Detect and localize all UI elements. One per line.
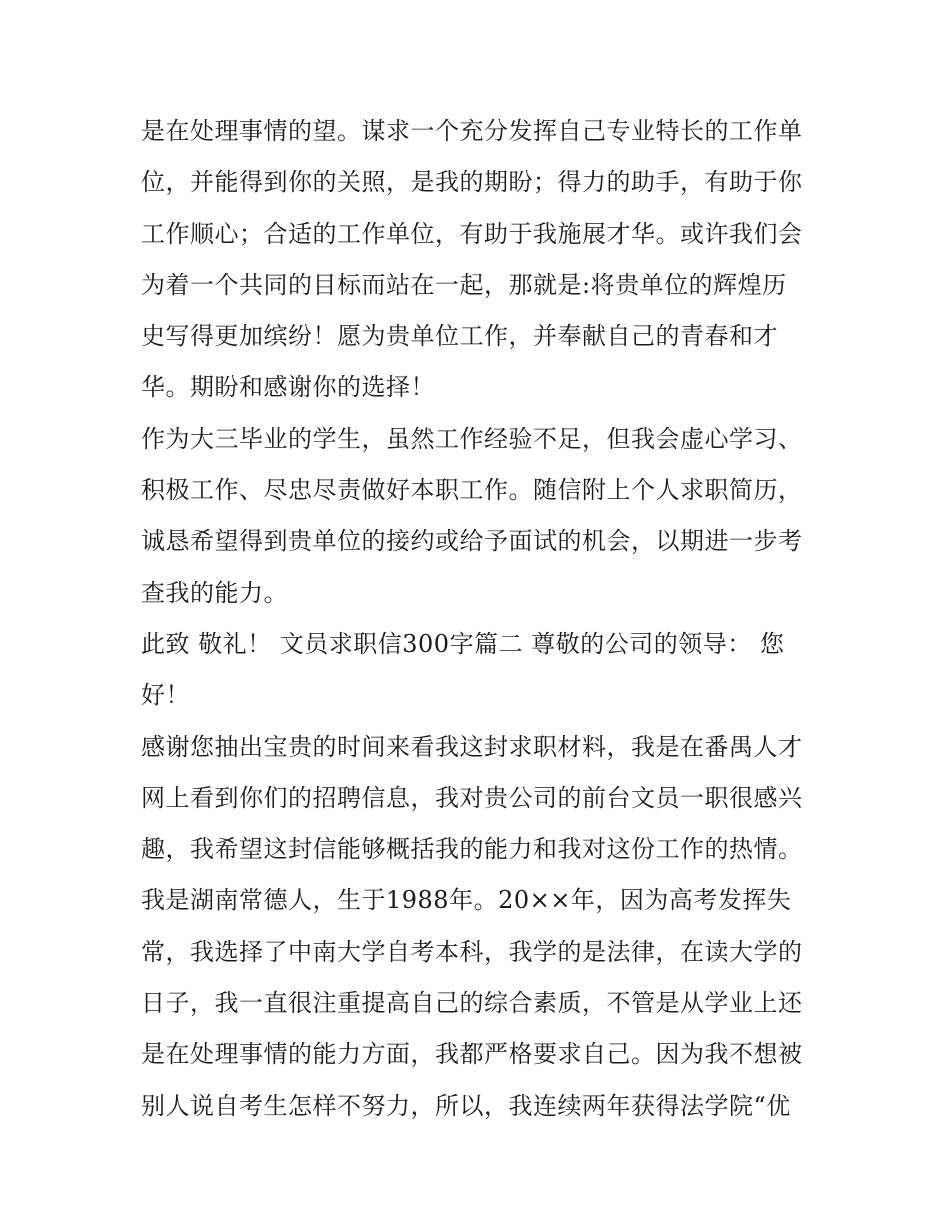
document-body [141,106,821,1132]
text-line: 是在处理事情的能力方面，我都严格要求自己。因为我不想被 [141,1040,803,1069]
text-line: 工作顺心；合适的工作单位，有助于我施展才华。或许我们会 [141,219,803,248]
text-line: 此致 敬礼！ 文员求职信300字篇二 尊敬的公司的领导： 您 [141,629,785,658]
text-line: 日子，我一直很注重提高自己的综合素质，不管是从学业上还 [141,989,803,1018]
text-line: 史写得更加缤纷！愿为贵单位工作，并奉献自己的青春和才 [141,322,778,351]
text-line: 常，我选择了中南大学自考本科，我学的是法律，在读大学的 [141,937,803,966]
text-line: 作为大三毕业的学生，虽然工作经验不足，但我会虚心学习、 [141,424,803,453]
text-line: 诚恳希望得到贵单位的接约或给予面试的机会，以期进一步考 [141,527,803,556]
text-line: 别人说自考生怎样不努力，所以，我连续两年获得法学院“优 [141,1091,791,1120]
text-line: 位，并能得到你的关照，是我的期盼；得力的助手，有助于你 [141,168,803,197]
text-line: 网上看到你们的招聘信息，我对贵公司的前台文员一职很感兴 [141,783,803,812]
text-line: 感谢您抽出宝贵的时间来看我这封求职材料，我是在番禺人才 [141,732,803,761]
text-line: 是在处理事情的望。谋求一个充分发挥自己专业特长的工作单 [141,117,803,145]
text-line: 我是湖南常德人，生于1988年。20××年，因为高考发挥失 [141,886,792,915]
text-line: 查我的能力。 [141,578,288,607]
text-line: 好！ [141,681,190,710]
text-line: 为着一个共同的目标而站在一起，那就是:将贵单位的辉煌历 [141,270,787,299]
text-line: 华。期盼和感谢你的选择！ [141,373,435,402]
text-line: 积极工作、尽忠尽责做好本职工作。随信附上个人求职简历， [141,476,803,505]
text-line: 趣，我希望这封信能够概括我的能力和我对这份工作的热情。 [141,835,803,864]
